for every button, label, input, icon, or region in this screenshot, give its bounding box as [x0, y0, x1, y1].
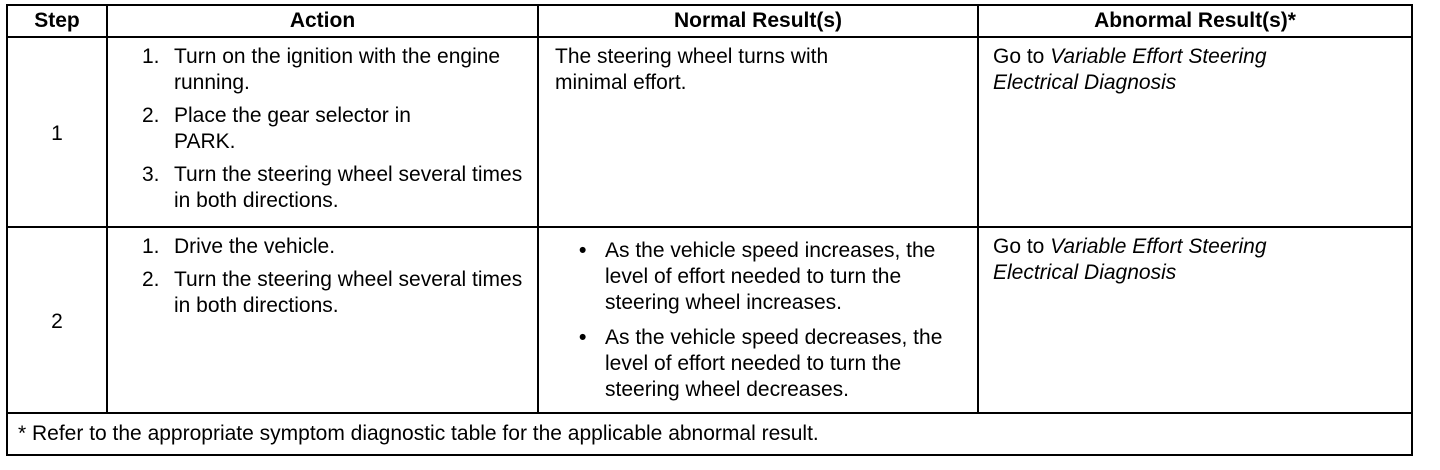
footnote-row: [7, 413, 1412, 455]
table-row: [7, 227, 1412, 413]
header-abnormal-results: Abnormal Result(s)*: [978, 5, 1412, 37]
action-item-number: 1.: [142, 235, 160, 258]
action-item-text: Drive the vehicle.: [174, 235, 336, 258]
abnormal-result-cell: [978, 227, 1412, 413]
action-item-number: 2.: [142, 268, 160, 291]
header-step: Step: [7, 5, 107, 37]
abnormal-result-reference: Variable Effort Steering Electrical Diagnosis: [993, 45, 1267, 94]
normal-result-text: As the vehicle speed increases, the level of effort needed to turn the steering wheel increases.: [605, 239, 936, 314]
abnormal-result-text: [979, 38, 1363, 102]
abnormal-result-prefix: Go to: [993, 235, 1051, 258]
table-row: [7, 37, 1412, 227]
action-item-text: Turn on the ignition with the engine running.: [174, 45, 501, 94]
list-item: [579, 325, 967, 403]
normal-result-text: The steering wheel turns with minimal effort.: [555, 45, 829, 94]
step-number: 1: [51, 122, 63, 145]
step-cell: [7, 37, 107, 227]
abnormal-result-cell: [978, 37, 1412, 227]
action-item: [142, 267, 529, 319]
action-item: [142, 162, 529, 214]
action-item: [142, 44, 529, 96]
abnormal-result-reference: Variable Effort Steering Electrical Diagnosis: [993, 235, 1267, 284]
action-item-number: 1.: [142, 45, 160, 68]
bullet-icon: •: [579, 239, 587, 262]
step-number: 2: [51, 310, 63, 333]
abnormal-result-prefix: Go to: [993, 45, 1051, 68]
normal-result-text: As the vehicle speed decreases, the level of effort needed to turn the steering wheel decreases.: [605, 326, 943, 401]
abnormal-result-text: [979, 228, 1363, 292]
action-item-text: Turn the steering wheel several times in both directions.: [174, 268, 523, 317]
action-item-number: 2.: [142, 104, 160, 127]
action-item-text: Place the gear selector in PARK.: [174, 104, 411, 153]
action-cell: [107, 227, 538, 413]
action-cell: [107, 37, 538, 227]
header-row: [7, 5, 1412, 37]
step-cell: [7, 227, 107, 413]
action-item: [142, 234, 529, 260]
action-item-number: 3.: [142, 163, 160, 186]
normal-result-list: [539, 228, 977, 409]
bullet-icon: •: [579, 326, 587, 349]
action-item: [142, 103, 529, 155]
normal-result-cell: [538, 37, 978, 227]
list-item: [579, 238, 967, 316]
header-action: Action: [107, 5, 538, 37]
normal-result-cell: [538, 227, 978, 413]
action-list: [108, 228, 537, 325]
header-normal-results: Normal Result(s): [538, 5, 978, 37]
footnote: * Refer to the appropriate symptom diagnostic table for the applicable abnormal result.: [7, 413, 1412, 455]
action-item-text: Turn the steering wheel several times in both directions.: [174, 163, 523, 212]
diagnostic-table: [6, 4, 1413, 456]
action-list: [108, 38, 537, 220]
